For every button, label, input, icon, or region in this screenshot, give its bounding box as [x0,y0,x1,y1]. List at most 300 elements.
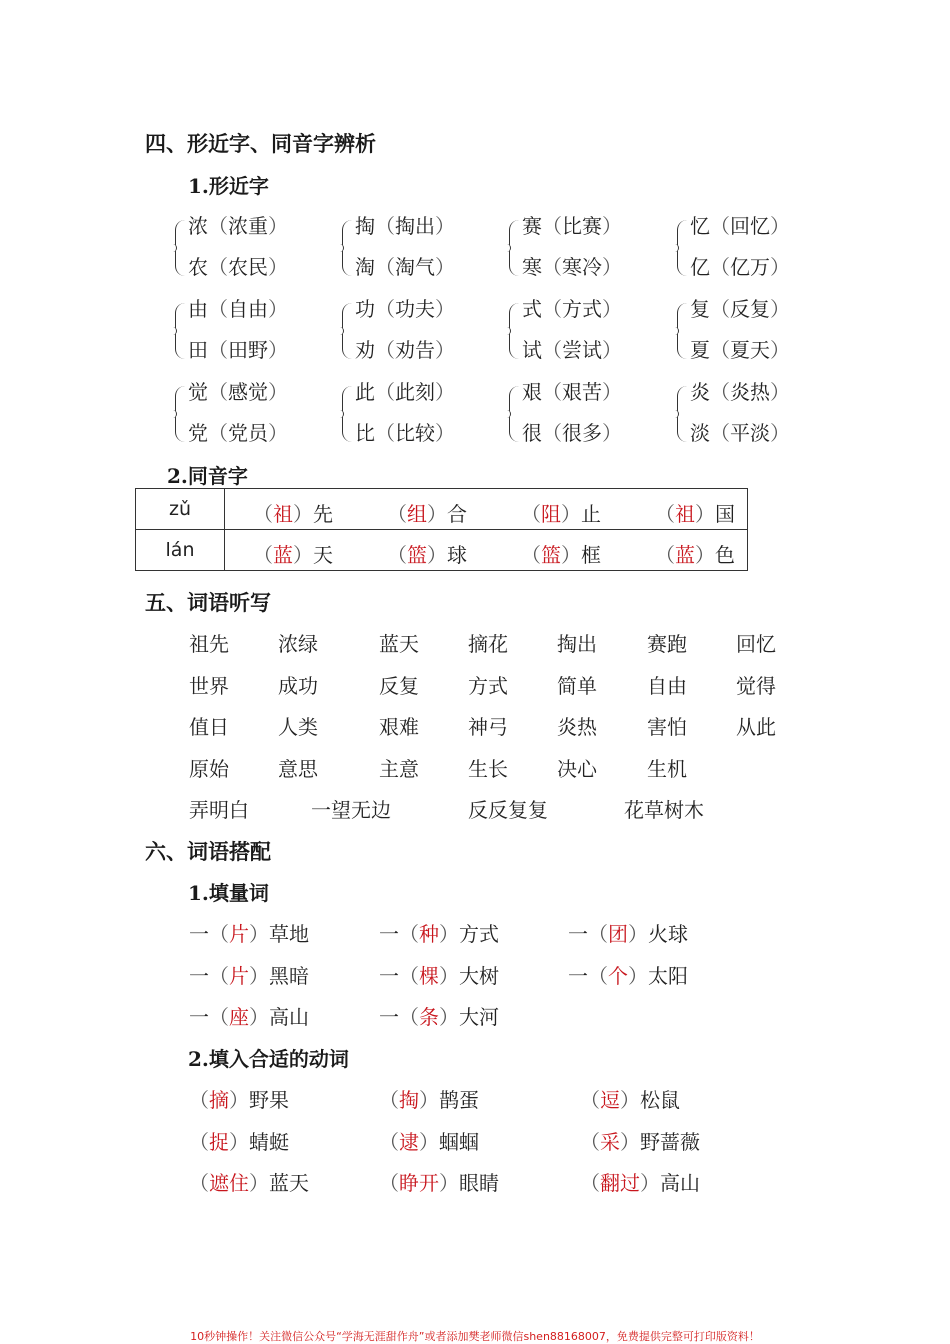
similar-char: 功 [355,297,375,321]
dictation-word: 简单 [557,674,597,698]
section-5-title: 五、词语听写 [145,590,271,615]
similar-char: 夏 [690,338,710,362]
similar-char: 田 [188,338,208,362]
dictation-word: 祖先 [189,632,229,656]
paren-open: （ [379,1171,399,1195]
verb-item [189,1167,309,1196]
similar-char-entry [522,376,622,405]
verb-item [379,1167,499,1196]
paren-open: （ [387,543,407,567]
paren-close: ） [419,1130,439,1154]
dictation-word: 炎热 [557,715,597,739]
paren-open: （ [375,297,395,321]
paren-open: （ [710,421,730,445]
example-word: 尝试 [562,338,602,362]
example-word: 比赛 [562,214,602,238]
object-noun: 蜻蜓 [249,1130,289,1154]
homophone-row [136,530,748,571]
object-noun: 野果 [249,1088,289,1112]
similar-char: 此 [355,380,375,404]
dictation-phrase: 花草树木 [624,798,704,822]
paren-close: ） [602,338,622,362]
paren-open: （ [542,297,562,321]
homophone-row [136,489,748,530]
example-word: 很多 [562,421,602,445]
paren-close: ） [435,255,455,279]
measure-prefix: 一 [379,922,399,946]
word-suffix: 国 [715,502,735,526]
similar-char-entry [188,376,288,405]
answer-verb: 睁开 [399,1171,439,1195]
pinyin-cell: zǔ [136,489,225,530]
homophone-item [655,498,735,527]
dictation-word: 艰难 [379,715,419,739]
paren-open: （ [208,214,228,238]
paren-open: （ [580,1171,600,1195]
paren-close: ） [249,1005,269,1029]
example-word: 炎热 [730,380,770,404]
paren-open: （ [375,380,395,404]
measure-item [189,1001,309,1030]
dictation-word: 反复 [379,674,419,698]
dictation-word: 生机 [647,757,687,781]
paren-close: ） [695,502,715,526]
homophone-item [521,498,601,527]
word-suffix: 先 [313,502,333,526]
paren-open: （ [209,922,229,946]
homophone-item [387,539,467,568]
similar-char: 艰 [522,380,542,404]
homophone-item [253,498,333,527]
paren-close: ） [770,255,790,279]
dictation-word: 生长 [468,757,508,781]
paren-open: （ [710,214,730,238]
answer-measure: 片 [229,964,249,988]
paren-close: ） [268,380,288,404]
dictation-word: 赛跑 [647,632,687,656]
dictation-word: 成功 [278,674,318,698]
similar-char-entry [690,293,790,322]
dictation-word: 自由 [647,674,687,698]
similar-char: 式 [522,297,542,321]
example-word: 农民 [228,255,268,279]
example-word: 此刻 [395,380,435,404]
similar-char: 掏 [355,214,375,238]
answer-verb: 逗 [600,1088,620,1112]
similar-char-entry [522,251,622,280]
paren-open: （ [379,1088,399,1112]
homophone-answers [225,530,747,570]
word-suffix: 合 [447,502,467,526]
paren-open: （ [189,1130,209,1154]
brace-icon [677,220,688,276]
example-word: 感觉 [228,380,268,404]
similar-char-entry [188,210,288,239]
similar-char-entry [188,293,288,322]
paren-close: ） [770,421,790,445]
paren-close: ） [620,1088,640,1112]
similar-char-entry [522,210,622,239]
similar-char: 淡 [690,421,710,445]
similar-char-entry [690,417,790,446]
paren-close: ） [293,502,313,526]
paren-close: ） [770,338,790,362]
paren-open: （ [655,543,675,567]
object-noun: 蝈蝈 [439,1130,479,1154]
similar-char: 比 [355,421,375,445]
dictation-word: 摘花 [468,632,508,656]
example-word: 寒冷 [562,255,602,279]
example-word: 党员 [228,421,268,445]
word-suffix: 框 [581,543,601,567]
verbs-subtitle: 2.填入合适的动词 [188,1047,349,1071]
dictation-word: 掏出 [557,632,597,656]
paren-close: ） [561,502,581,526]
answer-measure: 种 [419,922,439,946]
measure-prefix: 一 [379,1005,399,1029]
answer-char: 祖 [675,502,695,526]
paren-close: ） [419,1088,439,1112]
dictation-word: 决心 [557,757,597,781]
paren-close: ） [268,297,288,321]
brace-icon [342,303,353,359]
paren-close: ） [268,421,288,445]
paren-close: ） [770,297,790,321]
dictation-word: 主意 [379,757,419,781]
paren-close: ） [435,421,455,445]
dictation-word: 浓绿 [278,632,318,656]
measure-prefix: 一 [379,964,399,988]
similar-char-entry [522,334,622,363]
paren-open: （ [209,964,229,988]
similar-char: 党 [188,421,208,445]
answer-verb: 逮 [399,1130,419,1154]
paren-open: （ [375,338,395,362]
similar-char-entry [355,417,455,446]
answer-char: 组 [407,502,427,526]
similar-char: 劝 [355,338,375,362]
noun: 高山 [269,1005,309,1029]
similar-char-entry [188,251,288,280]
object-noun: 鹊蛋 [439,1088,479,1112]
paren-open: （ [375,421,395,445]
similar-char: 亿 [690,255,710,279]
dictation-word: 害怕 [647,715,687,739]
homophone-item [655,539,735,568]
answer-char: 篮 [541,543,561,567]
measure-item [379,918,499,947]
answer-verb: 采 [600,1130,620,1154]
example-word: 平淡 [730,421,770,445]
similar-char-entry [355,210,455,239]
dictation-word: 世界 [189,674,229,698]
paren-close: ） [293,543,313,567]
answer-verb: 翻过 [600,1171,640,1195]
similar-char-entry [188,417,288,446]
brace-icon [509,303,520,359]
dictation-phrase: 一望无边 [311,798,391,822]
paren-open: （ [542,214,562,238]
paren-open: （ [580,1130,600,1154]
paren-close: ） [628,964,648,988]
dictation-word: 觉得 [736,674,776,698]
answer-measure: 座 [229,1005,249,1029]
paren-open: （ [710,255,730,279]
answer-verb: 捉 [209,1130,229,1154]
paren-open: （ [208,297,228,321]
paren-open: （ [208,255,228,279]
homophone-item [387,498,467,527]
paren-close: ） [229,1088,249,1112]
verb-item [189,1126,289,1155]
paren-close: ） [435,380,455,404]
similar-char-entry [690,251,790,280]
paren-open: （ [588,922,608,946]
paren-open: （ [710,297,730,321]
answer-measure: 条 [419,1005,439,1029]
paren-close: ） [439,922,459,946]
measure-prefix: 一 [568,964,588,988]
example-word: 比较 [395,421,435,445]
brace-icon [677,386,688,442]
similar-char-entry [690,334,790,363]
object-noun: 野蔷薇 [640,1130,700,1154]
noun: 草地 [269,922,309,946]
answer-char: 蓝 [675,543,695,567]
similar-char-entry [355,334,455,363]
paren-open: （ [189,1088,209,1112]
answer-measure: 片 [229,922,249,946]
similar-char: 复 [690,297,710,321]
measure-prefix: 一 [189,1005,209,1029]
similar-char-entry [355,293,455,322]
paren-open: （ [710,338,730,362]
example-word: 浓重 [228,214,268,238]
paren-close: ） [602,255,622,279]
dictation-phrase: 弄明白 [189,798,249,822]
dictation-word: 回忆 [736,632,776,656]
object-noun: 高山 [660,1171,700,1195]
brace-icon [342,386,353,442]
dictation-word: 人类 [278,715,318,739]
noun: 火球 [648,922,688,946]
paren-close: ） [640,1171,660,1195]
paren-close: ） [439,1005,459,1029]
paren-open: （ [399,1005,419,1029]
paren-close: ） [268,214,288,238]
dictation-word: 从此 [736,715,776,739]
similar-char: 炎 [690,380,710,404]
paren-close: ） [249,922,269,946]
verb-item [379,1084,479,1113]
paren-open: （ [542,421,562,445]
paren-close: ） [770,380,790,404]
paren-open: （ [710,380,730,404]
brace-icon [677,303,688,359]
homophone-answers-cell [225,530,748,571]
example-word: 自由 [228,297,268,321]
brace-icon [509,386,520,442]
verb-item [580,1167,700,1196]
paren-close: ） [770,214,790,238]
brace-icon [342,220,353,276]
dictation-word: 原始 [189,757,229,781]
object-noun: 松鼠 [640,1088,680,1112]
paren-close: ） [439,1171,459,1195]
homophones-subtitle: 2.同音字 [167,464,248,488]
measure-item [189,918,309,947]
dictation-word: 值日 [189,715,229,739]
similar-char: 农 [188,255,208,279]
similar-char: 很 [522,421,542,445]
paren-open: （ [542,255,562,279]
measure-item [189,960,309,989]
dictation-phrase: 反反复复 [468,798,548,822]
paren-open: （ [253,543,273,567]
similar-char: 浓 [188,214,208,238]
paren-close: ） [628,922,648,946]
paren-open: （ [588,964,608,988]
noun: 大树 [459,964,499,988]
brace-icon [175,303,186,359]
paren-open: （ [189,1171,209,1195]
example-word: 亿万 [730,255,770,279]
measure-prefix: 一 [568,922,588,946]
measure-item [568,918,688,947]
word-suffix: 球 [447,543,467,567]
section-6-title: 六、词语搭配 [145,839,271,864]
measure-item [568,960,688,989]
answer-char: 蓝 [273,543,293,567]
paren-open: （ [375,255,395,279]
brace-icon [175,386,186,442]
paren-close: ） [427,543,447,567]
similar-char-entry [522,293,622,322]
verb-item [580,1126,700,1155]
paren-open: （ [209,1005,229,1029]
paren-open: （ [580,1088,600,1112]
example-word: 夏天 [730,338,770,362]
brace-icon [509,220,520,276]
similar-char-entry [690,376,790,405]
measure-prefix: 一 [189,922,209,946]
dictation-word: 意思 [278,757,318,781]
example-word: 功夫 [395,297,435,321]
paren-close: ） [435,297,455,321]
example-word: 田野 [228,338,268,362]
word-suffix: 色 [715,543,735,567]
paren-close: ） [695,543,715,567]
answer-verb: 摘 [209,1088,229,1112]
paren-open: （ [399,922,419,946]
dictation-word: 蓝天 [379,632,419,656]
dictation-word: 神弓 [468,715,508,739]
similar-char: 赛 [522,214,542,238]
example-word: 艰苦 [562,380,602,404]
paren-close: ） [602,297,622,321]
similar-char: 试 [522,338,542,362]
paren-close: ） [602,380,622,404]
paren-close: ） [620,1130,640,1154]
answer-measure: 个 [608,964,628,988]
homophone-answers [225,489,747,529]
paren-open: （ [208,380,228,404]
dictation-word: 方式 [468,674,508,698]
answer-char: 祖 [273,502,293,526]
paren-open: （ [208,421,228,445]
noun: 太阳 [648,964,688,988]
verb-item [379,1126,479,1155]
brace-icon [175,220,186,276]
similar-char: 由 [188,297,208,321]
paren-open: （ [399,964,419,988]
measure-item [379,960,499,989]
similar-char: 觉 [188,380,208,404]
similar-char: 寒 [522,255,542,279]
homophones-table [135,488,748,571]
object-noun: 眼睛 [459,1171,499,1195]
example-word: 淘气 [395,255,435,279]
noun: 大河 [459,1005,499,1029]
answer-verb: 掏 [399,1088,419,1112]
paren-close: ） [268,338,288,362]
paren-close: ） [268,255,288,279]
example-word: 反复 [730,297,770,321]
similar-char: 忆 [690,214,710,238]
answer-verb: 遮住 [209,1171,249,1195]
similar-chars-subtitle: 1.形近字 [188,174,269,198]
similar-char: 淘 [355,255,375,279]
example-word: 劝告 [395,338,435,362]
paren-open: （ [208,338,228,362]
similar-char-entry [355,376,455,405]
similar-char-entry [522,417,622,446]
answer-measure: 棵 [419,964,439,988]
paren-close: ） [561,543,581,567]
paren-close: ） [249,1171,269,1195]
paren-open: （ [387,502,407,526]
footer-notice: 10秒钟操作！关注微信公众号“学海无涯甜作舟”或者添加樊老师微信shen88168007，免费提供完整可打印版资料！ [190,1330,760,1343]
similar-char-entry [690,210,790,239]
homophone-answers-cell [225,489,748,530]
measure-words-subtitle: 1.填量词 [188,881,269,905]
measure-item [379,1001,499,1030]
paren-open: （ [521,543,541,567]
example-word: 掏出 [395,214,435,238]
paren-close: ） [439,964,459,988]
paren-close: ） [435,338,455,362]
similar-char-entry [188,334,288,363]
word-suffix: 止 [581,502,601,526]
paren-open: （ [542,338,562,362]
paren-open: （ [655,502,675,526]
homophone-item [521,539,601,568]
paren-open: （ [375,214,395,238]
paren-close: ） [602,214,622,238]
pinyin-cell: lán [136,530,225,571]
example-word: 回忆 [730,214,770,238]
paren-close: ） [249,964,269,988]
section-4-title: 四、形近字、同音字辨析 [145,131,376,156]
answer-char: 阻 [541,502,561,526]
similar-char-entry [355,251,455,280]
verb-item [189,1084,289,1113]
paren-open: （ [521,502,541,526]
paren-close: ） [229,1130,249,1154]
paren-close: ） [435,214,455,238]
verb-item [580,1084,680,1113]
homophone-item [253,539,333,568]
